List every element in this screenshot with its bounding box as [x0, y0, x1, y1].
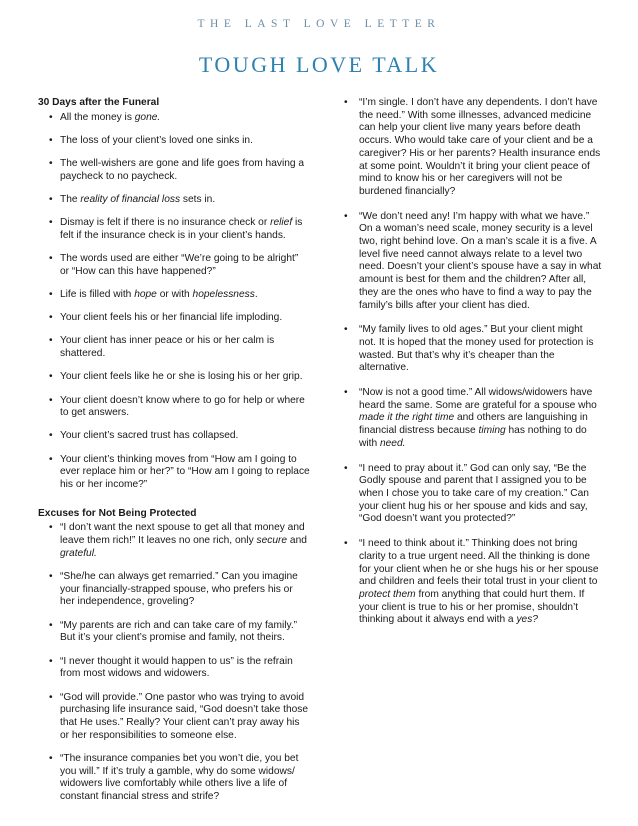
bullet-icon: • — [49, 522, 53, 534]
bullet-icon: • — [49, 217, 53, 229]
item-text: Your client’s thinking moves from “How am I going to ever replace him or her?” to “How am I going to replace his or her income?” — [60, 453, 310, 491]
list-item — [38, 522, 310, 560]
item-text: Your client feels his or her financial life imploding. — [60, 312, 283, 324]
bullet-icon: • — [49, 571, 53, 583]
bullet-icon: • — [49, 430, 53, 442]
item-text: Your client feels like he or she is losing his or her grip. — [60, 371, 303, 383]
list-item — [38, 135, 310, 148]
list-item — [337, 211, 602, 313]
emphasis-text: made it the right time — [359, 412, 455, 424]
emphasis-text: secure — [256, 535, 288, 547]
list-item — [38, 289, 310, 302]
list-item — [38, 620, 310, 645]
page-title: TOUGH LOVE TALK — [198, 52, 440, 77]
emphasis-text: yes? — [516, 614, 538, 626]
list-item — [38, 430, 310, 443]
bullet-icon: • — [49, 453, 53, 465]
emphasis-text: hope — [134, 289, 157, 301]
list-item — [337, 538, 602, 627]
list-item — [337, 387, 602, 451]
section-heading-funeral: 30 Days after the Funeral — [38, 97, 160, 108]
bullet-icon: • — [344, 538, 348, 550]
bullet-icon: • — [49, 691, 53, 703]
list-item — [337, 324, 602, 375]
list-item — [38, 395, 310, 420]
list-item — [38, 158, 310, 183]
item-text: is felt if the insurance check is in your client’s hands. — [60, 217, 303, 241]
item-text: “The insurance companies bet you won’t die, you bet you will.” If it’s truly a gamble, why do some widows/ widowers live comfortably while others live a life of constant financial stress and strife? — [60, 752, 299, 802]
item-text: Your client has inner peace or his or her calm is shattered. — [60, 335, 275, 360]
item-text: “Now is not a good time.” All widows/widowers have heard the same. Some are grateful for a spouse who — [359, 387, 597, 411]
emphasis-text: protect them — [359, 588, 416, 600]
list-item — [38, 571, 310, 609]
list-item — [38, 371, 310, 384]
list-item — [337, 463, 602, 527]
left-column — [38, 97, 310, 814]
item-text: All the money is — [60, 111, 135, 123]
item-text: and others are languishing in financial distress because — [359, 412, 588, 437]
item-text: “My family lives to old ages.” But your client might not. It is hoped that the money used for protection is wasted. But that’s why it’s cheaper than the alternative. — [359, 324, 594, 374]
bullet-icon: • — [49, 371, 53, 383]
running-header: THE LAST LOVE LETTER — [197, 18, 441, 30]
bullet-icon: • — [49, 158, 53, 170]
bullet-icon: • — [49, 335, 53, 347]
bullet-icon: • — [344, 387, 348, 399]
item-text: The words used are either “We’re going to be alright” or “How can this have happened?” — [60, 253, 299, 277]
right-column — [337, 97, 602, 639]
item-text: “I’m single. I don’t have any dependents. I don’t have the need.” With some illnesses, advanced medicine can help your client live many years before death occurs. Who would take care of your client and be a caregiver? His or her parents? Health insurance ends at some point. Wouldn’t it bring your client peace of mind to know his or her caregivers will not be burdened financially? — [359, 97, 601, 197]
excuses-continued-list — [337, 97, 602, 627]
item-text: Dismay is felt if there is no insurance check or — [60, 217, 271, 229]
bullet-icon: • — [344, 324, 348, 336]
list-item — [38, 454, 310, 492]
list-item — [38, 656, 310, 681]
item-text: “I need to pray about it.” God can only say, “Be the Godly spouse and parent that I assigned you to be when I chose you to take care of my creation.” Can your client hug his or her spouse and kids and say, “God doesn’t want you protected?” — [359, 462, 589, 525]
item-text: or with — [156, 289, 193, 301]
item-text: from anything that could hurt them. If your client is true to his or her promise, shouldn’t thinking about it always end with a — [359, 588, 585, 626]
item-text: The — [60, 194, 81, 206]
list-item — [38, 312, 310, 325]
section-heading-excuses: Excuses for Not Being Protected — [38, 507, 197, 519]
bullet-icon: • — [49, 752, 53, 764]
emphasis-text: gone. — [134, 111, 161, 123]
funeral-bullet-list — [38, 112, 310, 492]
item-text: and — [287, 535, 307, 547]
item-text: Your client doesn’t know where to go for help or where to get answers. — [60, 394, 305, 419]
bullet-icon: • — [49, 312, 53, 324]
item-text: sets in. — [180, 194, 216, 206]
list-item — [337, 97, 602, 199]
list-item — [38, 194, 310, 207]
emphasis-text: hopelessness — [192, 289, 255, 301]
bullet-icon: • — [49, 289, 53, 301]
list-item — [38, 753, 310, 804]
item-text: Life is filled with — [60, 289, 135, 301]
list-item — [38, 335, 310, 360]
bullet-icon: • — [49, 253, 53, 265]
bullet-icon: • — [49, 194, 53, 206]
emphasis-text: reality of financial loss — [80, 194, 181, 206]
item-text: “My parents are rich and can take care of my family.” But it’s your client’s promise and family, not theirs. — [60, 619, 298, 644]
bullet-icon: • — [344, 462, 348, 474]
excuses-bullet-list — [38, 522, 310, 803]
bullet-icon: • — [344, 210, 348, 222]
item-text: “I don’t want the next spouse to get all that money and leave them rich!” It leaves no one rich, only — [60, 522, 305, 547]
emphasis-text: relief — [270, 217, 293, 229]
item-text: The well-wishers are gone and life goes from having a paycheck to no paycheck. — [60, 158, 305, 182]
emphasis-text: timing — [478, 425, 506, 437]
list-item — [38, 112, 310, 125]
bullet-icon: • — [49, 394, 53, 406]
item-text: The loss of your client’s loved one sinks in. — [60, 134, 253, 146]
bullet-icon: • — [49, 111, 53, 123]
emphasis-text: need. — [379, 437, 406, 449]
bullet-icon: • — [49, 655, 53, 667]
bullet-icon: • — [49, 619, 53, 631]
item-text: has nothing to do with — [359, 425, 587, 449]
list-item — [38, 217, 310, 242]
list-item — [38, 692, 310, 743]
bullet-icon: • — [344, 97, 348, 108]
emphasis-text: grateful. — [60, 547, 97, 559]
item-text: “I need to think about it.” Thinking does not bring clarity to a true urgent need. All the thinking is done for your client when he or she hugs his or her spouse and children and feels their total trust in your client to — [359, 538, 599, 588]
item-text: Your client’s sacred trust has collapsed. — [60, 430, 239, 442]
bullet-icon: • — [49, 134, 53, 146]
list-item — [38, 253, 310, 278]
item-text: “We don’t need any! I’m happy with what we have.” On a woman’s need scale, money security is a level two, right behind love. On a man’s scale it is a five. A level five need cannot always relate to a level two need. Doesn’t your client’s spouse have a say in what amount is best for them and the children? After all, they are the ones who have to find a way to pay the family’s bills after your client has died. — [359, 210, 602, 311]
item-text: . — [254, 289, 258, 301]
item-text: “I never thought it would happen to us” is the refrain from most widows and widowers. — [60, 655, 293, 680]
item-text: “God will provide.” One pastor who was trying to avoid purchasing life insurance said, “God doesn’t take those that He uses.” Really? Your client can’t pray away his or her responsibilities to someone else. — [60, 691, 309, 741]
item-text: “She/he can always get remarried.” Can you imagine your financially-strapped spouse, who prefers his or her independence, groveling? — [60, 571, 298, 608]
